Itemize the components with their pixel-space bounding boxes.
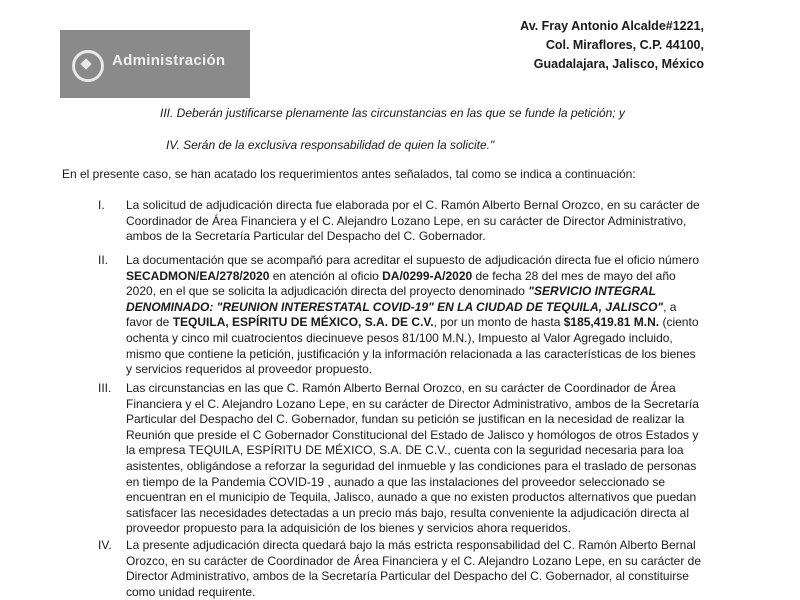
oficio-reference: DA/0299-A/2020 — [382, 268, 473, 283]
address-line: Col. Miraflores, C.P. 44100, — [545, 38, 704, 52]
text-line: Reunión que preside el C Gobernador Constitucional del Estado de Jalisco y homólogos de otros Estados y — [126, 427, 699, 442]
quote-fraction-iii: III. Deberán justificarse plenamente las circunstancias en las que se funde la petición; y — [160, 106, 625, 120]
quote-fraction-iv: IV. Serán de la exclusiva responsabilidad de quien la solicite." — [166, 138, 495, 152]
text-line — [126, 300, 722, 316]
text-line: satisfacer las necesidades detectadas a un precio más bajo, resulta conveniente la adjudicación directa al — [126, 505, 690, 520]
address-block — [404, 17, 704, 74]
text-line: Director Administrativo, ambos de la Secretaría Particular del Despacho del C. Gobernador, al constituirse — [126, 569, 689, 584]
text-line: encuentran en el municipio de Tequila, Jalisco, aunado a que no existen productos alternativos que puedan — [126, 490, 697, 505]
text-line: Financiera y el C. Alejandro Lozano Lepe, en su carácter de Director Administrativo, ambos de la Secretaría — [126, 396, 699, 411]
administracion-logo — [60, 30, 250, 98]
list-item-body — [126, 253, 722, 378]
text-line: asistentes, obligándose a reforzar la seguridad del inmueble y las condiciones para el traslado de personas — [126, 458, 697, 473]
text-span: favor de — [126, 315, 173, 330]
text-line: La solicitud de adjudicación directa fue elaborada por el C. Ramón Alberto Bernal Orozco, en su carácter de — [126, 198, 700, 212]
text-line: Orozco, en su carácter de Coordinador de Área Financiera y el C. Alejandro Lozano Lepe, en su carácter de — [126, 553, 701, 568]
text-span: en atención al oficio — [269, 268, 383, 283]
text-line: ambos de la Secretaría Particular del Despacho del C. Gobernador. — [126, 229, 486, 244]
text-line: La documentación que se acompañó para acreditar el supuesto de adjudicación directa fue el oficio número — [126, 253, 700, 267]
supplier-name: TEQUILA, ESPÍRITU DE MÉXICO, S.A. DE C.V. — [172, 315, 434, 330]
project-name: "SERVICIO INTEGRAL — [528, 284, 656, 299]
text-span: , a — [663, 299, 677, 314]
text-line: mismo que contiene la petición, justificación y la información relacionada a las características de los bienes — [126, 346, 696, 361]
list-item-number: II. — [98, 253, 109, 267]
amount: $185,419.81 M.N. — [563, 315, 660, 330]
project-name-cont: DENOMINADO: "REUNION INTERESTATAL COVID-19" EN LA CIUDAD DE TEQUILA, JALISCO" — [126, 299, 664, 314]
text-line: la empresa TEQUILA, ESPÍRITU DE MÉXICO, S.A. DE C.V., cuenta con la seguridad necesaria para loa — [126, 443, 684, 458]
text-line: y servicios requeridos al proveedor propuesto. — [126, 362, 373, 377]
address-line: Av. Fray Antonio Alcalde#1221, — [520, 19, 704, 33]
text-line: ochenta y cinco mil cuatrocientos diecinueve pesos 81/100 M.N.), Impuesto al Valor Agregado incluido, — [126, 330, 673, 345]
list-item-body — [126, 538, 722, 600]
oficio-number: SECADMON/EA/278/2020 — [126, 268, 270, 283]
text-span: de fecha 28 del mes de mayo del año — [472, 268, 676, 283]
text-line: como unidad requirente. — [126, 584, 256, 599]
text-line: en tiempo de la Pandemia COVID-19 , aunado a que las instalaciones del proveedor seleccionado se — [126, 474, 666, 489]
intro-paragraph: En el presente caso, se han acatado los requerimientos antes señalados, tal como se indica a continuación: — [62, 167, 636, 181]
logo-emblem-icon — [72, 50, 104, 82]
text-line: Coordinador de Área Financiera y el C. Alejandro Lozano Lepe, en su carácter de Director Administrativo, — [126, 213, 687, 228]
text-line — [126, 269, 722, 285]
list-item-number: III. — [98, 381, 112, 395]
list-item-number: I. — [98, 198, 105, 212]
list-item-number: IV. — [98, 538, 112, 552]
address-line: Guadalajara, Jalisco, México — [533, 57, 704, 71]
logo-text: Administración — [112, 52, 226, 69]
text-line — [126, 315, 722, 331]
list-item-body — [126, 198, 722, 245]
text-line: proveedor propuesto para la adquisición de los bienes y servicios ahora requeridos. — [126, 521, 571, 536]
list-item-body — [126, 381, 722, 537]
text-line: La presente adjudicación directa quedará bajo la más estricta responsabilidad del C. Ramón Alberto Bernal — [126, 538, 696, 552]
text-span: 2020, en el que se solicita la adjudicación directa del proyecto denominado — [126, 284, 529, 299]
text-span: (ciento — [659, 315, 699, 330]
text-span: , por un monto de hasta — [433, 315, 564, 330]
text-line: Particular del Despacho del C. Gobernador, fundan su petición se justifican en la necesidad de realizar la — [126, 412, 685, 427]
text-line — [126, 284, 722, 300]
text-line: Las circunstancias en las que C. Ramón Alberto Bernal Orozco, en su carácter de Coordinador de Área — [126, 381, 676, 395]
